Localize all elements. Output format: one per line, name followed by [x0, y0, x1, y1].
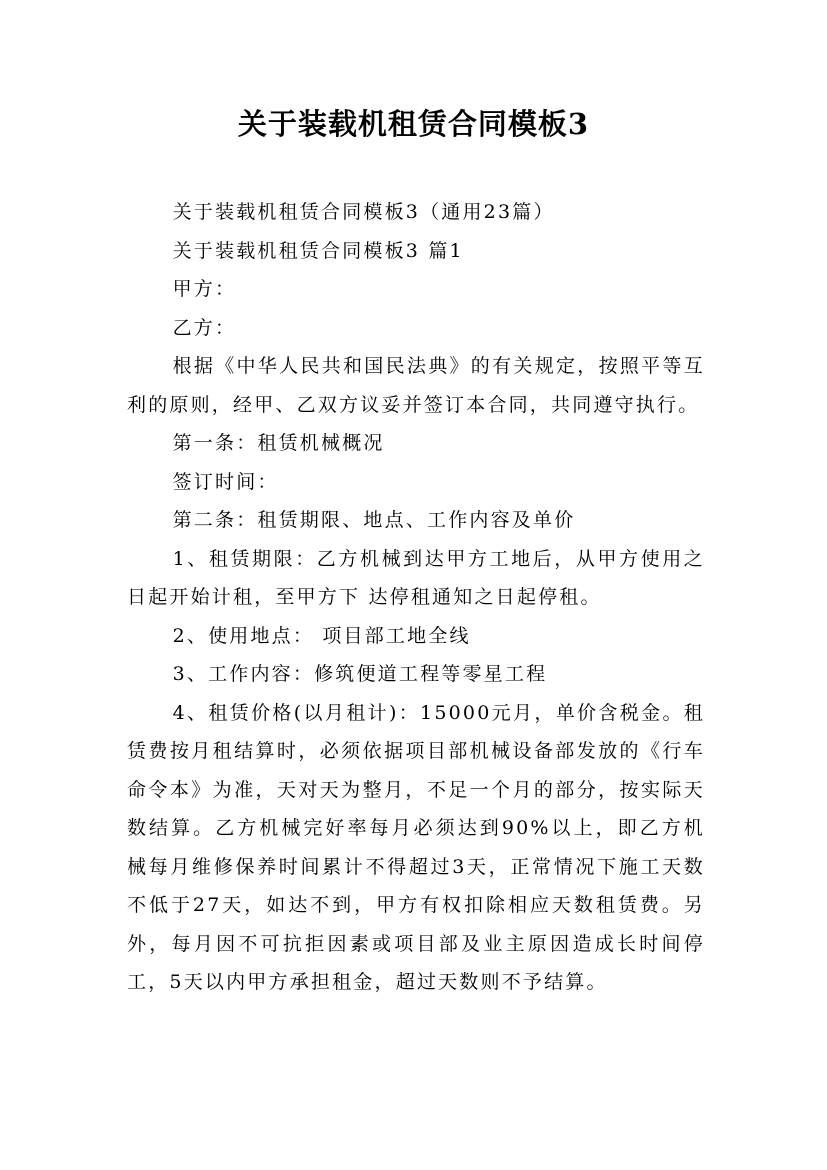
paragraph-article-2: 第二条：租赁期限、地点、工作内容及单价 [172, 509, 576, 531]
paragraph-heading: 关于装载机租赁合同模板3（通用23篇） [172, 201, 555, 223]
document-title: 关于装载机租赁合同模板3 [237, 107, 590, 141]
document-body [127, 193, 705, 1002]
paragraph-clause-3: 3、工作内容：修筑便道工程等零星工程 [172, 663, 548, 685]
paragraph-party-a: 甲方： [172, 278, 237, 300]
paragraph-clause-2: 2、使用地点： 项目部工地全线 [172, 624, 471, 647]
paragraph-preamble: 根据《中华人民共和国民法典》的有关规定，按照平等互利的原则，经甲、乙双方议妥并签订本合同，共同遵守执行。 [127, 355, 705, 416]
paragraph-party-b: 乙方： [172, 316, 237, 339]
paragraph-article-1: 第一条：租赁机械概况 [172, 432, 385, 454]
paragraph-section-title: 关于装载机租赁合同模板3 篇1 [172, 239, 464, 262]
paragraph-clause-4: 4、租赁价格(以月租计)：15000元月，单价含税金。租赁费按月租结算时，必须依据项目部机械设备部发放的《行车命令本》为准，天对天为整月，不足一个月的部分，按实际天数结算。乙方机械完好率每月必须达到90%以上，即乙方机械每月维修保养时间累计不得超过3天，正常情况下施工天数不低于27天，如达不到，甲方有权扣除相应天数租赁费。另外，每月因不可抗拒因素或项目部及业主原因造成长时间停工，5天以内甲方承担租金，超过天数则不予结算。 [127, 701, 705, 993]
paragraph-clause-1: 1、租赁期限：乙方机械到达甲方工地后，从甲方使用之日起开始计租，至甲方下 达停租通知之日起停租。 [127, 547, 705, 608]
paragraph-signing-time: 签订时间： [172, 470, 279, 493]
